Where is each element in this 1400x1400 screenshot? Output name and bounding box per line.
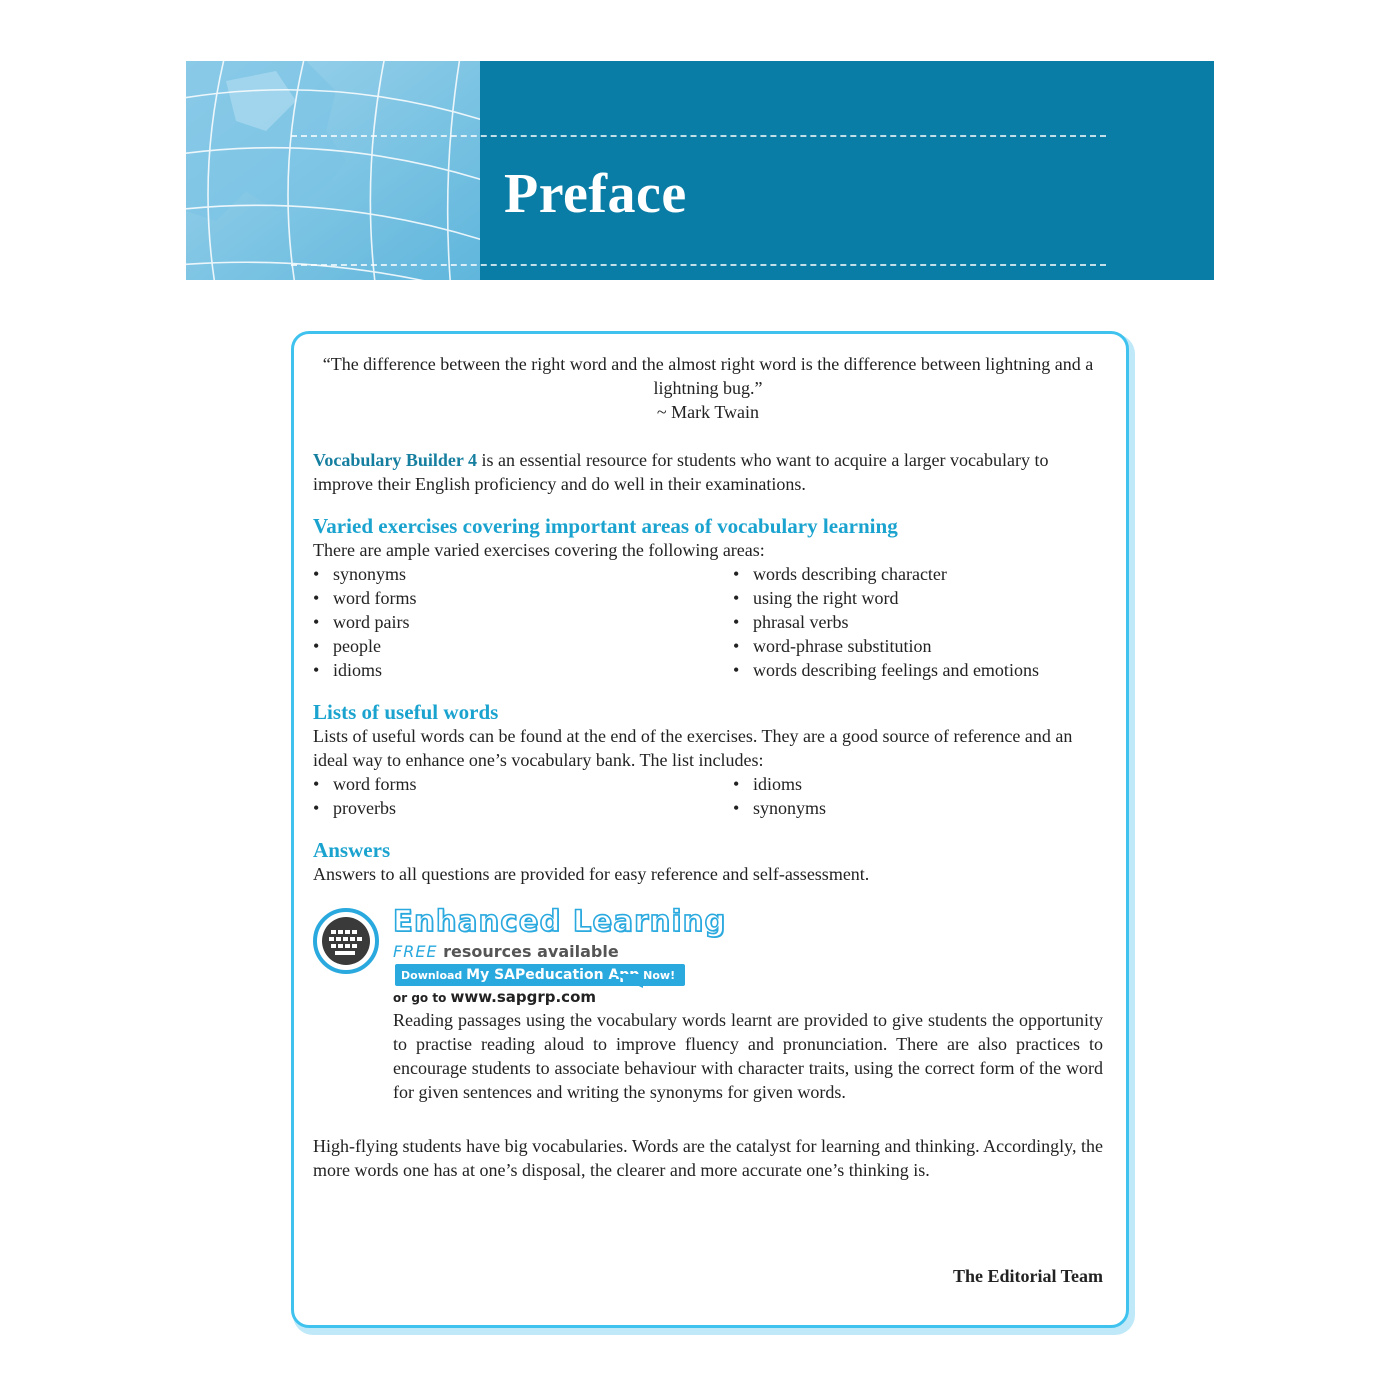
list-item: • using the right word bbox=[733, 586, 1039, 610]
app-keyboard-icon bbox=[313, 908, 379, 974]
list-item: • idioms bbox=[313, 658, 733, 682]
list-item: • idioms bbox=[733, 772, 826, 796]
section-lead-lists: Lists of useful words can be found at the end of the exercises. They are a good source of reference and an ideal way to enhance one’s vocabulary bank. The list includes: bbox=[313, 726, 1073, 770]
list-item: • phrasal verbs bbox=[733, 610, 1039, 634]
free-resources-text bbox=[393, 942, 619, 962]
website-line bbox=[393, 986, 596, 1009]
dashed-divider-bottom bbox=[291, 264, 1106, 266]
page-title: Preface bbox=[504, 163, 687, 225]
intro-paragraph bbox=[313, 448, 1103, 496]
list-item: • word pairs bbox=[313, 610, 733, 634]
list-item: • proverbs bbox=[313, 796, 733, 820]
website-link[interactable]: www.sapgrp.com bbox=[450, 988, 597, 1006]
list-item: • word-phrase substitution bbox=[733, 634, 1039, 658]
quote-text: “The difference between the right word and the almost right word is the difference between lightning and a lightning bug.” bbox=[322, 354, 1094, 398]
download-prefix: Download bbox=[401, 969, 467, 982]
free-label: FREE bbox=[393, 942, 438, 961]
enhanced-learning-description: Reading passages using the vocabulary words learnt are provided to give students the opportunity to practise reading aloud to improve fluency and pronunciation. There are also practices to encourage students to associate behaviour with character traits, using the correct form of the word for given sentences and writing the synonyms for given words. bbox=[393, 1010, 1103, 1102]
dashed-divider-top bbox=[291, 135, 1106, 137]
list-item: • synonyms bbox=[733, 796, 826, 820]
list-item: • people bbox=[313, 634, 733, 658]
quote-author: ~ Mark Twain bbox=[656, 402, 760, 422]
exercise-areas-right bbox=[733, 562, 1039, 682]
download-suffix: Now! bbox=[639, 969, 676, 982]
app-name: My SAPeducation App bbox=[466, 967, 640, 983]
book-title: Vocabulary Builder 4 bbox=[313, 450, 478, 470]
section-heading-exercises: Varied exercises covering important areas of vocabulary learning bbox=[313, 514, 898, 538]
preface-content bbox=[313, 352, 1103, 1182]
useful-words-right bbox=[733, 772, 826, 820]
section-heading-lists: Lists of useful words bbox=[313, 700, 499, 724]
list-item: • synonyms bbox=[313, 562, 733, 586]
button-arrow-icon bbox=[613, 974, 643, 988]
list-item: • words describing feelings and emotions bbox=[733, 658, 1039, 682]
list-item: • words describing character bbox=[733, 562, 1039, 586]
section-heading-answers: Answers bbox=[313, 838, 391, 862]
useful-words-list bbox=[313, 772, 1103, 820]
enhanced-learning-title: Enhanced Learning bbox=[393, 904, 727, 938]
signature: The Editorial Team bbox=[952, 1266, 1103, 1286]
resources-available-label: resources available bbox=[437, 942, 619, 961]
globe-map-graphic bbox=[186, 61, 480, 280]
exercise-areas-list bbox=[313, 562, 1103, 682]
useful-words-left bbox=[313, 772, 733, 820]
section-lead-exercises: There are ample varied exercises covering the following areas: bbox=[313, 540, 765, 560]
exercise-areas-left bbox=[313, 562, 733, 682]
header-banner bbox=[186, 61, 1214, 280]
intro-text: is an essential resource for students who want to acquire a larger vocabulary to improve their English proficiency and do well in their examinations. bbox=[313, 450, 1049, 494]
url-prefix: or go to bbox=[393, 991, 451, 1005]
enhanced-learning-banner bbox=[313, 906, 1103, 1008]
list-item: • word forms bbox=[313, 772, 733, 796]
list-item: • word forms bbox=[313, 586, 733, 610]
closing-paragraph: High-flying students have big vocabularies. Words are the catalyst for learning and thinking. Accordingly, the more words one has at one’s disposal, the clearer and more accurate one’s thinking is. bbox=[313, 1136, 1103, 1180]
section-text-answers: Answers to all questions are provided for easy reference and self-assessment. bbox=[313, 864, 870, 884]
